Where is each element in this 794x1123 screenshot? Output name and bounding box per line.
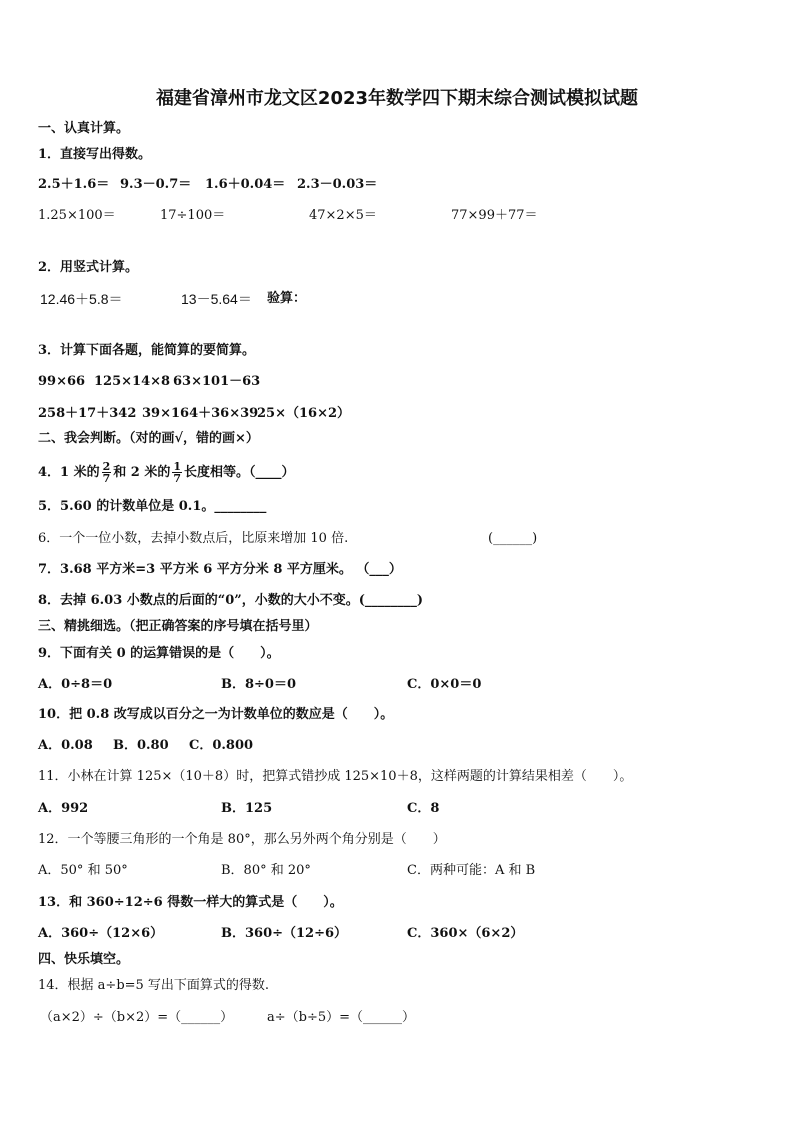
q10-option-c: C．0.800 [189, 738, 254, 753]
fraction-two-sevenths [102, 461, 112, 484]
question-7: 7．3.68 平方米=3 平方米 6 平方分米 8 平方厘米。 （___） [38, 562, 402, 577]
q1-item-4: 2.3－0.03＝ [297, 177, 378, 192]
q3-item-2: 125×14×8 [94, 374, 171, 389]
q12-option-c: C．两种可能：A 和 B [407, 863, 536, 878]
q3-item-1: 99×66 [38, 374, 86, 389]
q14-item-2: a÷（b÷5）=（______） [267, 1010, 416, 1025]
question-4 [38, 460, 295, 486]
question-11-label: 11．小林在计算 125×（10＋8）时，把算式错抄成 125×10＋8，这样两题的计算结果相差（ ）。 [38, 769, 633, 784]
q3-item-3: 63×101－63 [173, 374, 261, 389]
fraction-one-seventh [172, 461, 182, 484]
q4-text-1: 4．1 米的 [38, 465, 100, 480]
question-14-label: 14．根据 a÷b=5 写出下面算式的得数. [38, 978, 270, 993]
q13-option-c: C．360×（6×2） [407, 926, 524, 941]
q9-option-b: B．8÷0＝0 [221, 677, 297, 692]
q12-option-a: A．50° 和 50° [38, 863, 128, 878]
question-12-label: 12．一个等腰三角形的一个角是 80°，那么另外两个角分别是（ ） [38, 832, 446, 847]
q4-text-3: 长度相等。（____） [184, 465, 295, 480]
q9-option-c: C．0×0＝0 [407, 677, 482, 692]
q1-item-2: 9.3－0.7＝ [120, 177, 192, 192]
question-2-label: 2．用竖式计算。 [38, 260, 139, 275]
question-6: 6．一个一位小数，去掉小数点后，比原来增加 10 倍. [38, 531, 349, 546]
q11-option-b: B．125 [221, 801, 273, 816]
section-4-heading: 四、快乐填空。 [38, 952, 130, 967]
q13-option-b: B．360÷（12÷6） [221, 926, 348, 941]
q3-item-6: 25×（16×2） [257, 406, 351, 421]
q3-item-5: 39×164＋36×39 [142, 406, 259, 421]
q11-option-a: A．992 [38, 801, 89, 816]
q2-item-1: 12.46＋5.8＝ [40, 291, 123, 307]
q13-option-a: A．360÷（12×6） [38, 926, 164, 941]
q3-item-4: 258＋17＋342 [38, 406, 137, 421]
q1-item-1: 2.5＋1.6＝ [38, 177, 110, 192]
q9-option-a: A．0÷8＝0 [38, 677, 113, 692]
question-5: 5．5.60 的计数单位是 0.1。________ [38, 499, 267, 514]
question-1-label: 1．直接写出得数。 [38, 147, 152, 162]
fraction-denominator: 7 [102, 472, 111, 485]
q6-answer-blank: (______) [488, 531, 538, 546]
q10-option-b: B．0.80 [113, 738, 169, 753]
question-9-label: 9．下面有关 0 的运算错误的是（ ）。 [38, 646, 280, 661]
q1-item-3: 1.6＋0.04＝ [205, 177, 286, 192]
question-8: 8．去掉 6.03 小数点的后面的“0”，小数的大小不变。(________) [38, 593, 424, 608]
q1-item-5: 1.25×100＝ [38, 208, 116, 223]
question-10-label: 10．把 0.8 改写成以百分之一为计数单位的数应是（ ）。 [38, 707, 394, 722]
question-3-label: 3．计算下面各题，能简算的要简算。 [38, 343, 256, 358]
q1-item-7: 47×2×5＝ [309, 208, 377, 223]
q10-option-a: A．0.08 [38, 738, 93, 753]
fraction-numerator: 1 [173, 460, 182, 473]
section-2-heading: 二、我会判断。（对的画√，错的画×） [38, 431, 259, 446]
q11-option-c: C．8 [407, 801, 440, 816]
q4-text-2: 和 2 米的 [113, 465, 171, 480]
q14-item-1: （a×2）÷（b×2）=（______） [40, 1010, 234, 1025]
q1-item-6: 17÷100＝ [160, 208, 226, 223]
page-title: 福建省漳州市龙文区2023年数学四下期末综合测试模拟试题 [155, 88, 639, 109]
fraction-numerator: 2 [102, 460, 111, 473]
section-3-heading: 三、精挑细选。（把正确答案的序号填在括号里） [38, 619, 318, 634]
section-1-heading: 一、认真计算。 [38, 121, 130, 136]
q12-option-b: B．80° 和 20° [221, 863, 311, 878]
q2-check-label: 验算： [267, 291, 307, 306]
q1-item-8: 77×99＋77＝ [451, 208, 538, 223]
q2-item-2: 13－5.64＝ [181, 291, 252, 307]
question-13-label: 13．和 360÷12÷6 得数一样大的算式是（ ）。 [38, 895, 343, 910]
fraction-denominator: 7 [173, 472, 182, 485]
